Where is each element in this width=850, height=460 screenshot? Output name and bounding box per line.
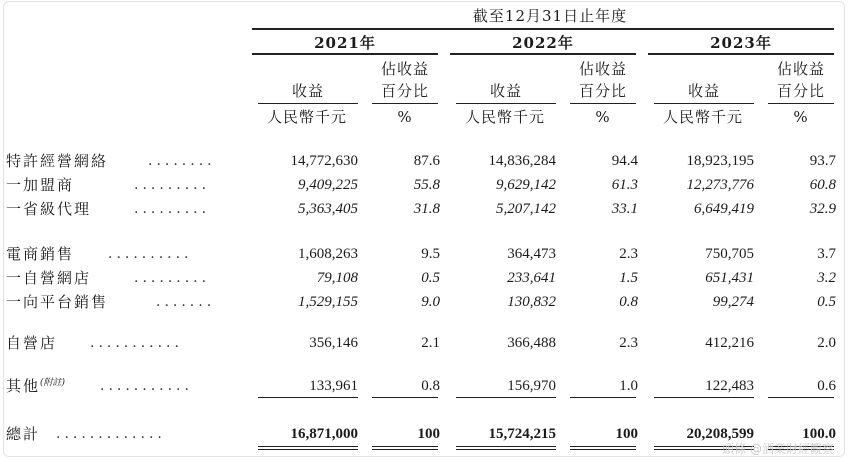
cell-platform-2021-pct: 9.0 <box>421 294 440 310</box>
pct-sub-rule-2022 <box>570 103 636 104</box>
cell-onlinestore-2022-pct: 1.5 <box>619 270 638 286</box>
cell-onlinestore-2021-rev: 79,108 <box>316 270 358 286</box>
year-underline-2022 <box>450 53 636 55</box>
row-label-others <box>6 379 65 394</box>
revenue-sub-rule-2021 <box>258 103 358 104</box>
pct-label-2022-a: 佔收益 <box>578 60 627 78</box>
cell-ecommerce-2022-rev: 364,473 <box>507 246 556 262</box>
total-double-rule-2022-pct-b <box>570 449 636 450</box>
revenue-sub-rule-2023 <box>654 103 754 104</box>
cell-onlinestore-2023-pct: 3.2 <box>817 270 836 286</box>
unit-rmb-2023: 人民幣千元 <box>662 108 743 126</box>
year-underline-2023 <box>648 53 834 55</box>
watermark: 頭條 @酒業財經觀察 <box>722 442 834 456</box>
year-underline-2021 <box>252 53 438 55</box>
period-underline <box>252 28 834 30</box>
cell-others-2023-rev: 122,483 <box>705 378 754 394</box>
cell-ecommerce-2022-pct: 2.3 <box>619 246 638 262</box>
total-double-rule-2022-pct-a <box>570 446 636 447</box>
year-header-2021: 2021年 <box>314 34 376 52</box>
unit-rmb-2021: 人民幣千元 <box>266 108 347 126</box>
leader-dots: ............. <box>56 426 166 442</box>
cell-agents-2023-rev: 6,649,419 <box>694 201 754 217</box>
leader-dots: ........ <box>148 153 216 169</box>
row-label-total: 總計 <box>6 425 41 443</box>
cell-others-2023-pct: 0.6 <box>817 378 836 394</box>
year-header-2023: 2023年 <box>710 34 772 52</box>
cell-franchise-2022-rev: 14,836,284 <box>488 153 556 169</box>
cell-franchisees-2023-pct: 60.8 <box>809 177 836 193</box>
row-label-franchisees: 一加盟商 <box>6 176 75 194</box>
cell-stores-2021-pct: 2.1 <box>421 335 440 351</box>
total-double-rule-2021-pct-a <box>372 446 438 447</box>
cell-total-2023-pct: 100.0 <box>802 426 836 442</box>
cell-platform-2021-rev: 1,529,155 <box>298 294 358 310</box>
cell-franchisees-2023-rev: 12,273,776 <box>686 177 754 193</box>
row-label-platform-sales: 一向平台銷售 <box>6 293 109 311</box>
cell-agents-2021-pct: 31.8 <box>413 201 440 217</box>
leader-dots: ......... <box>134 270 211 286</box>
cell-franchisees-2022-pct: 61.3 <box>611 177 638 193</box>
pct-sub-rule-2023 <box>768 103 834 104</box>
leader-dots: ........... <box>100 378 193 394</box>
leader-dots: ......... <box>134 177 211 193</box>
cell-total-2021-rev: 16,871,000 <box>290 426 358 442</box>
total-top-rule-2022-pct <box>570 397 636 398</box>
cell-total-2022-pct: 100 <box>615 426 638 442</box>
cell-others-2021-rev: 133,961 <box>309 378 358 394</box>
cell-stores-2021-rev: 356,146 <box>309 335 358 351</box>
cell-franchise-2023-pct: 93.7 <box>809 153 836 169</box>
pct-label-2023-a: 佔收益 <box>776 60 825 78</box>
unit-rmb-2022: 人民幣千元 <box>464 108 545 126</box>
total-double-rule-2022-rev-a <box>456 446 556 447</box>
leader-dots: ........... <box>90 335 183 351</box>
cell-others-2022-pct: 1.0 <box>619 378 638 394</box>
total-top-rule-2021-rev <box>258 397 358 398</box>
pct-label-2021-a: 佔收益 <box>380 60 429 78</box>
unit-pct-2021: % <box>397 108 413 126</box>
cell-franchise-2023-rev: 18,923,195 <box>686 153 754 169</box>
cell-onlinestore-2021-pct: 0.5 <box>421 270 440 286</box>
cell-franchisees-2021-rev: 9,409,225 <box>298 177 358 193</box>
pct-sub-rule-2021 <box>372 103 438 104</box>
pct-label-2022-b: 百分比 <box>578 82 627 100</box>
cell-franchise-2021-pct: 87.6 <box>413 153 440 169</box>
row-label-self-online-store: 一自營網店 <box>6 269 92 287</box>
year-header-2022: 2022年 <box>512 34 574 52</box>
cell-ecommerce-2023-rev: 750,705 <box>705 246 754 262</box>
cell-ecommerce-2021-rev: 1,608,263 <box>298 246 358 262</box>
total-double-rule-2021-rev-b <box>258 449 358 450</box>
cell-ecommerce-2023-pct: 3.7 <box>817 246 836 262</box>
cell-franchise-2022-pct: 94.4 <box>611 153 638 169</box>
cell-ecommerce-2021-pct: 9.5 <box>421 246 440 262</box>
revenue-sub-rule-2022 <box>456 103 556 104</box>
total-top-rule-2023-rev <box>654 397 754 398</box>
cell-platform-2023-rev: 99,274 <box>712 294 754 310</box>
cell-platform-2022-pct: 0.8 <box>619 294 638 310</box>
note-reference: (附註) <box>40 378 66 388</box>
row-label-franchise: 特許經營網絡 <box>6 152 109 170</box>
row-label-others-text: 其他 <box>6 377 41 395</box>
cell-agents-2021-rev: 5,363,405 <box>298 201 358 217</box>
cell-stores-2022-pct: 2.3 <box>619 335 638 351</box>
leader-dots: .......... <box>108 246 193 262</box>
total-top-rule-2021-pct <box>372 397 438 398</box>
total-double-rule-2022-rev-b <box>456 449 556 450</box>
cell-franchisees-2022-rev: 9,629,142 <box>496 177 556 193</box>
row-label-self-operated-stores: 自營店 <box>6 334 58 352</box>
cell-stores-2023-pct: 2.0 <box>817 335 836 351</box>
row-label-ecommerce: 電商銷售 <box>6 245 75 263</box>
cell-agents-2022-rev: 5,207,142 <box>496 201 556 217</box>
total-top-rule-2023-pct <box>768 397 834 398</box>
cell-total-2022-rev: 15,724,215 <box>488 426 556 442</box>
unit-pct-2023: % <box>793 108 809 126</box>
cell-stores-2022-rev: 366,488 <box>507 335 556 351</box>
cell-franchisees-2021-pct: 55.8 <box>413 177 440 193</box>
cell-platform-2023-pct: 0.5 <box>817 294 836 310</box>
cell-agents-2022-pct: 33.1 <box>611 201 638 217</box>
cell-others-2021-pct: 0.8 <box>421 378 440 394</box>
cell-onlinestore-2023-rev: 651,431 <box>705 270 754 286</box>
cell-franchise-2021-rev: 14,772,630 <box>290 153 358 169</box>
revenue-label-2022: 收益 <box>489 82 522 100</box>
revenue-label-2021: 收益 <box>291 82 324 100</box>
leader-dots: ....... <box>156 294 216 310</box>
cell-platform-2022-rev: 130,832 <box>507 294 556 310</box>
total-double-rule-2021-rev-a <box>258 446 358 447</box>
cell-total-2021-pct: 100 <box>417 426 440 442</box>
unit-pct-2022: % <box>595 108 611 126</box>
row-label-provincial-agents: 一省級代理 <box>6 200 92 218</box>
leader-dots: ......... <box>134 201 211 217</box>
cell-onlinestore-2022-rev: 233,641 <box>507 270 556 286</box>
cell-total-2023-rev: 20,208,599 <box>686 426 754 442</box>
cell-stores-2023-rev: 412,216 <box>705 335 754 351</box>
pct-label-2023-b: 百分比 <box>776 82 825 100</box>
total-top-rule-2022-rev <box>456 397 556 398</box>
pct-label-2021-b: 百分比 <box>380 82 429 100</box>
cell-agents-2023-pct: 32.9 <box>809 201 836 217</box>
revenue-label-2023: 收益 <box>687 82 720 100</box>
cell-others-2022-rev: 156,970 <box>507 378 556 394</box>
period-header: 截至12月31日止年度 <box>472 7 628 25</box>
total-double-rule-2021-pct-b <box>372 449 438 450</box>
